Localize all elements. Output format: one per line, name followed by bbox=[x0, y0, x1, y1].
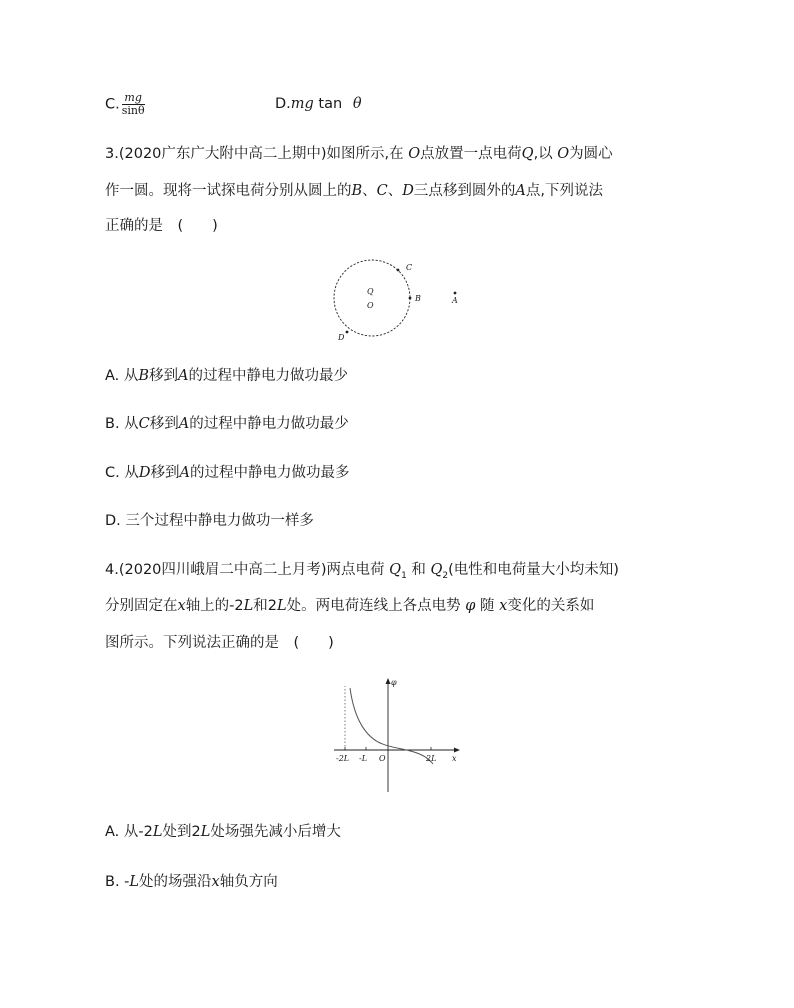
label-o: O bbox=[379, 754, 386, 763]
label-q: Q bbox=[367, 287, 374, 296]
label-a: A bbox=[452, 296, 458, 305]
label-neg2l: -2L bbox=[336, 754, 350, 763]
q4-line-2: 分别固定在x轴上的-2L和2L处。两电荷连线上各点电势 φ 随 x变化的关系如 bbox=[105, 598, 595, 614]
q4-option-a: A. 从-2L处到2L处场强先减小后增大 bbox=[105, 824, 341, 840]
q3-circle-figure bbox=[320, 252, 480, 352]
q4-line-1: 4.(2020四川峨眉二中高二上月考)两点电荷 $Q_1$ 和 $Q_2$(电性和电荷量大小均未知) bbox=[105, 562, 619, 581]
point-d bbox=[346, 331, 349, 334]
point-c bbox=[397, 269, 400, 272]
q4-phi-x-graph bbox=[330, 672, 470, 798]
circle bbox=[334, 260, 413, 336]
option-c-prev: C. $\frac{mg}{\sin\theta}$ bbox=[105, 91, 145, 117]
option-d-prev: D.mg tan θ bbox=[275, 96, 362, 112]
label-negl: -L bbox=[359, 754, 368, 763]
q3-line-1: 3.(2020广东广大附中高二上期中)如图所示,在 O点放置一点电荷Q,以 O为圆心 bbox=[105, 146, 613, 162]
point-a bbox=[454, 292, 457, 295]
q3-option-b: B. 从C移到A的过程中静电力做功最少 bbox=[105, 416, 349, 432]
q4-option-b: B. -L处的场强沿x轴负方向 bbox=[105, 874, 278, 890]
q3-option-a: A. 从B移到A的过程中静电力做功最少 bbox=[105, 368, 349, 384]
label-phi: φ bbox=[391, 678, 397, 687]
label-d: D bbox=[338, 333, 345, 342]
phi-axis-arrow-icon bbox=[386, 678, 391, 684]
label-2l: 2L bbox=[426, 754, 437, 763]
q4-line-3: 图所示。下列说法正确的是 ( ) bbox=[105, 635, 334, 651]
fraction-mg-sin-theta: $\frac{mg}{\sin\theta}$ bbox=[121, 91, 145, 117]
label-b: B bbox=[415, 294, 421, 303]
label-o: O bbox=[367, 301, 374, 310]
phi-curve bbox=[350, 688, 433, 764]
q3-option-d: D. 三个过程中静电力做功一样多 bbox=[105, 513, 314, 529]
label-c: C bbox=[406, 263, 413, 272]
q3-option-c: C. 从D移到A的过程中静电力做功最多 bbox=[105, 465, 350, 481]
q3-line-3: 正确的是 ( ) bbox=[105, 218, 218, 234]
label-x: x bbox=[452, 754, 457, 763]
q3-line-2: 作一圆。现将一试探电荷分别从圆上的B、C、D三点移到圆外的A点,下列说法 bbox=[105, 183, 603, 199]
point-b bbox=[409, 297, 412, 300]
x-axis-arrow-icon bbox=[454, 748, 460, 753]
